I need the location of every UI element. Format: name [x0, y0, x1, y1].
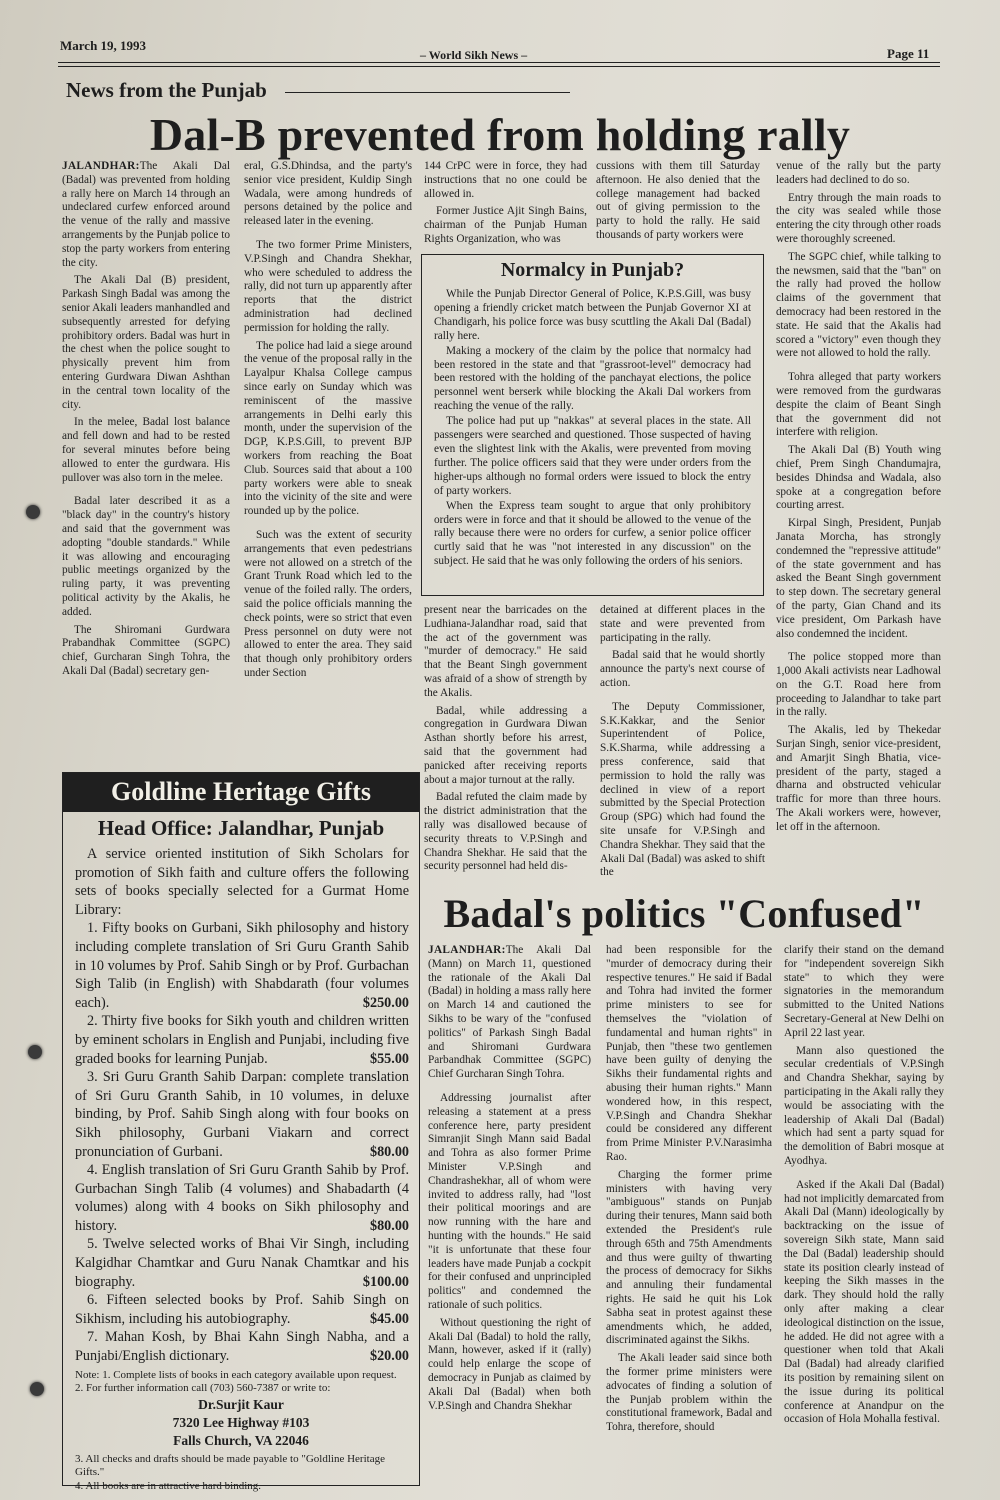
ad-item — [75, 1235, 409, 1291]
ad-item-text: 1. Fifty books on Gurbani, Sikh philosophy and history including complete translation of Sri Guru Granth Sahib in 10 volumes by Prof. Sahib Singh or by Prof. Gurbachan Sigh Talib (in English) with Shabdarath (four volumes each). — [75, 920, 409, 1011]
ad-item-price: $45.00 — [369, 1310, 409, 1327]
section-rule — [285, 92, 570, 93]
ad-item — [75, 1161, 409, 1235]
paragraph: clarify their stand on the demand for "independent sovereign Sikh state" to which they were signatories in the memorandum submitted to the United Nations Secretary-General at New Delhi on April 22 last year. — [784, 944, 944, 1039]
ad-note-2: 2. For further information call (703) 560-7387 or write to: — [75, 1382, 331, 1395]
ad-body — [63, 845, 419, 1366]
ad-note-3: 3. All checks and drafts should be made payable to "Goldline Heritage Gifts." — [75, 1452, 385, 1479]
ad-item — [75, 1012, 409, 1068]
paragraph: The Shiromani Gurdwara Prabandhak Committee (SGPC) chief, Gurcharan Singh Tohra, the Akali Dal (Badal) secretary gen- — [62, 623, 230, 677]
ad-subtitle: Head Office: Jalandhar, Punjab — [97, 816, 385, 840]
ad-item-text: 2. Thirty five books for Sikh youth and children written by eminent scholars in English and Punjabi, including five graded books for learning Punjab. — [75, 1013, 409, 1067]
story1-column-2 — [244, 160, 412, 685]
ad-item-text: 4. English translation of Sri Guru Granth Sahib by Prof. Gurbachan Singh Talib (4 volumes) and Shabadarth (4 volumes) along with 4 books on Sikh philosophy and history. — [75, 1162, 409, 1234]
ad-contact-street: 7320 Lee Highway #103 — [172, 1414, 310, 1430]
story1-column-5 — [776, 160, 941, 839]
page-number: Page 11 — [887, 46, 930, 61]
paragraph: Badal, while addressing a congregation in Gurdwara Diwan Asthan shortly before his arrest, said that the government had panicked after receiving reports about a major turnout at the rally. — [424, 704, 587, 786]
header-rule — [58, 62, 940, 63]
paragraph: eral, G.S.Dhindsa, and the party's senior vice president, Kuldip Singh Wadala, were among hundreds of persons detained by the police and released later in the evening. — [244, 160, 412, 228]
paragraph: The SGPC chief, while talking to the newsmen, said that the "ban" on the rally had proved the hollow claims of the government that democracy had been restored in the state. He said that the Akalis had scored a "victory" even though they were not allowed to hold the rally. — [776, 250, 941, 360]
paragraph: Kirpal Singh, President, Punjab Janata Morcha, has strongly condemned the "repressive attitude" of the state government and has asked the Beant Singh government to step down. The secretary general of the party, Gian Chand and its vice president, Om Parkash have also condemned the incident. — [776, 517, 941, 640]
paragraph: Making a mockery of the claim by the police that normalcy had been restored in the state and that "grassroot-level" democracy had been restored with the holding of the panchayat elections, the police personnel went berserk while blocking the Akali Dal workers from reaching the venue of the rally. — [434, 344, 751, 413]
ad-contact-name: Dr.Surjit Kaur — [198, 1396, 284, 1412]
issue-date: March 19, 1993 — [60, 38, 147, 53]
ad-item-price: $80.00 — [369, 1217, 409, 1234]
ad-item-text: 3. Sri Guru Granth Sahib Darpan: complete translation of Sri Guru Granth Sahib, in 10 volumes, in deluxe binding, by Prof. Sahib Singh along with four books on Sikh philosophy, Gurbani Viakarn and correct pronunciation of Gurbani. — [75, 1069, 409, 1160]
paragraph: Former Justice Ajit Singh Bains, chairman of the Punjab Human Rights Organization, who was — [424, 205, 587, 245]
paragraph: venue of the rally but the party leaders had declined to do so. — [776, 160, 941, 186]
ad-item — [75, 1291, 409, 1328]
sidebar-box — [421, 254, 764, 596]
paragraph: The Akali Dal (Mann) on March 11, questioned the rationale of the Akali Dal (Badal) in holding a mass rally here on March 14 and cautioned the Sikhs to be wary of the "confused politics" of Parkash Singh Badal and Shiromani Gurdwara Parbandhak Committee (SGPC) Chief Gurcharan Singh Tohra. — [428, 944, 591, 1081]
ad-note-1: Note: 1. Complete lists of books in each category available upon request. — [75, 1368, 397, 1381]
paragraph: The police stopped more than 1,000 Akali activists near Ladhowal on the G.T. Road here from proceeding to Jalandhar to take part in the rally. — [776, 651, 941, 719]
headline-2: Badal's politics "Confused" — [443, 891, 925, 936]
ad-title: Goldline Heritage Gifts — [63, 773, 419, 812]
paragraph: Badal refuted the claim made by the district administration that the rally was disallowed because of security threats to V.P.Singh and Chandra Shekhar. He said that the security personnel had held dis- — [424, 791, 587, 873]
story1-column-4-bottom — [600, 604, 765, 884]
ad-contact-city: Falls Church, VA 22046 — [173, 1432, 309, 1448]
section-label: News from the Punjab — [66, 78, 267, 102]
paragraph: Addressing journalist after releasing a statement at a press conference here, party president Simranjit Singh Mann said Badal and Tohra as also former Prime Minister V.P.Singh and Chandrashekhar, all of whom were invited to address rally, had "lost their political moorings and are now running with the hare and hunting with the hounds." He said "it is unfortunate that these four leaders have made Punjab a cockpit for their confused and unprincipled politics" and condemned the rationale of such politics. — [428, 1091, 591, 1311]
ad-item-price: $250.00 — [362, 994, 409, 1011]
ad-item-text: 7. Mahan Kosh, by Bhai Kahn Singh Nabha, and a Punjabi/English dictionary. — [75, 1329, 409, 1365]
paragraph: cussions with them till Saturday afternoon. He also denied that the college management had backed out of giving permission to the party to hold the rally. He said thousands of party workers were — [596, 160, 760, 241]
story1-column-3-bottom — [424, 604, 587, 878]
paragraph: Asked if the Akali Dal (Badal) had not implicitly demarcated from Akali Dal (Mann) ideologically by backtracking on the issue of sovereign Sikh state, Mann said the Dal (Badal) leadership should state its position clearly instead of keeping the Sikh masses in the dark. They should hold the rally only after making a clear ideological distinction on the issue, he added. He did not agree with a questioner when told that Akali Dal (Badal) had already clarified its position by remaining silent on the issue during its political conference at Anandpur on the occasion of Hola Mohalla festival. — [784, 1178, 944, 1426]
paragraph: Mann also questioned the secular credentials of V.P.Singh and Chandra Shekhar, saying by participating in the Akali rally they would be associating with the leadership of Akali Dal (Badal) which had sent a party squad for the demolition of Babri mosque at Ayodhya. — [784, 1044, 944, 1167]
paragraph: Such was the extent of security arrangements that even pedestrians were not allowed on a stretch of the Grant Trunk Road which led to the venue of the foiled rally. The orders, said the police officials manning the check points, were so strict that even Press personnel on duty were not allowed to enter the area. They said that though only prohibitory orders under Section — [244, 528, 412, 679]
dateline: JALANDHAR: — [428, 944, 506, 956]
ad-item — [75, 1068, 409, 1161]
paragraph: Without questioning the right of Akali Dal (Badal) to hold the rally, Mann, however, asked if it (rally) could help enlarge the scope of democracy in Punjab as claimed by Akali Dal (Badal) when both V.P.Singh and Chandra Shekhar — [428, 1316, 591, 1412]
sidebar-title: Normalcy in Punjab? — [500, 259, 685, 281]
headline-1: Dal-B prevented from holding rally — [149, 109, 851, 160]
ad-intro: A service oriented institution of Sikh Scholars for promotion of Sikh faith and culture offers the following sets of books specially selected for a Gurmat Home Library: — [75, 846, 409, 918]
story1-column-3-top — [424, 160, 587, 251]
paragraph: Tohra alleged that party workers were removed from the gurdwaras despite the claim of Beant Singh that the government did not interfere with religion. — [776, 371, 941, 439]
masthead: – World Sikh News – — [420, 48, 528, 62]
ad-item-text: 5. Twelve selected works of Bhai Vir Singh, including Kalgidhar Chamtkar and Guru Nanak Chamtkar and his biography. — [75, 1236, 409, 1290]
goldline-advertisement — [62, 772, 420, 1492]
paragraph: The Deputy Commissioner, S.K.Kakkar, and the Senior Superintendent of Police, S.K.Sharma, while addressing a press conference, said that permission to hold the rally was declined in view of a report submitted by the Special Protection Group (SPG) which had found the site unsafe for V.P.Singh and Chandra Shekhar. They said that the Akali Dal (Badal) was asked to shift the — [600, 700, 765, 879]
paragraph: The police had put up "nakkas" at several places in the state. All passengers were searched and questioned. Those suspected of having even the slightest link with the Akalis, were prevented from moving further. The police officers said that they were under orders from the higher-ups although no formal orders were issued to block the entry of party workers. — [434, 415, 751, 497]
paragraph: The Akalis, led by Thekedar Surjan Singh, senior vice-president, and Amarjit Singh Bhatia, vice-president of the party, staged a dharna and obstructed vehicular traffic for more than three hours. The Akali workers were, however, let off in the afternoon. — [776, 724, 941, 833]
header-rule — [58, 66, 940, 67]
ad-item-price: $20.00 — [369, 1348, 409, 1365]
ad-item-price: $80.00 — [369, 1143, 409, 1160]
ad-item-price: $55.00 — [369, 1050, 409, 1067]
ad-item — [75, 919, 409, 1012]
paragraph: had been responsible for the "murder of democracy during their respective tenures." He said if Badal and Tohra had invited the former prime ministers to see for themselves the "violation of fundamental and human rights" in Punjab, then "these two gentlemen have been guilty of denying the Sikhs their fundamental rights and abusing their human rights." Mann wondered how, in this respect, V.P.Singh and Chandra Shekhar could be considered any different from Prime Minister P.V.Narasimha Rao. — [606, 944, 772, 1163]
paragraph: Charging the former prime ministers with having very "ambiguous" stands on Punjab during their tenures, Mann said both extended the President's rule through 65th and 75th Amendments and thus were guilty of thwarting the process of democracy for Sikhs and annuling their fundamental rights. He said he quit his Lok Sabha seat in protest against these amendments which, he added, discriminated against the Sikhs. — [606, 1168, 772, 1347]
story2-column-2 — [606, 944, 772, 1439]
paragraph: detained at different places in the state and were prevented from participating in the rally. — [600, 604, 765, 644]
story2-column-1 — [428, 944, 591, 1417]
paragraph: The Akali Dal (B) Youth wing chief, Prem Singh Chandumajra, besides Dhindsa and Wadala, also spoke at a congregation before courting arrest. — [776, 444, 941, 512]
ad-note-4: 4. All books are in attractive hard binding. — [75, 1480, 262, 1492]
ad-item-text: 6. Fifteen selected books by Prof. Sahib Singh on Sikhism, including his autobiography. — [75, 1292, 409, 1327]
punch-hole — [28, 1045, 42, 1059]
paragraph: Badal said that he would shortly announce the party's next course of action. — [600, 649, 765, 689]
paragraph: The Akali Dal (B) president, Parkash Singh Badal was among the senior Akali leaders manhandled and subsequently arrested for defying prohibitory orders. Badal was hurt in the chest when the police sought to physically prevent him from entering Gurdwara Diwan Ashthan in the central town locality of the city. — [62, 274, 230, 411]
story2-column-3 — [784, 944, 944, 1431]
paragraph: The police had laid a siege around the venue of the proposal rally in the Layalpur Khalsa College campus since early on Sunday which was reminiscent of the massive arrangements in Delhi early this month, under the supervision of the DGP, K.P.S.Gill, to prevent BJP workers from reaching the Boat Club. Sources said that about a 100 party workers were able to sneak into the vicinity of the site and were rounded up by the police. — [244, 339, 412, 518]
punch-hole — [26, 505, 40, 519]
paragraph: present near the barricades on the Ludhiana-Jalandhar road, said that the act of the government was "murder of democracy." He said that the Beant Singh government was afraid of a show of strength by the Akalis. — [424, 604, 587, 699]
paragraph: 144 CrPC were in force, they had instructions that no one could be allowed in. — [424, 160, 587, 200]
paragraph: The two former Prime Ministers, V.P.Singh and Chandra Shekhar, who were scheduled to address the rally, did not turn up apparently after reports that the district administration had declined permission for holding the rally. — [244, 238, 412, 334]
paragraph: The Akali Dal (Badal) was prevented from holding a rally here on March 14 through an undeclared curfew enforced around the venue of the rally and massive arrangements by the Punjab police to stop the party workers from entering the city. — [62, 160, 230, 269]
paragraph: Entry through the main roads to the city was sealed while those entering the city through other roads were thoroughly screened. — [776, 191, 941, 245]
paragraph: In the melee, Badal lost balance and fell down and had to be rested for several minutes before being allowed to enter the gurdwara. His pullover was also torn in the melee. — [62, 416, 230, 484]
ad-item — [75, 1328, 409, 1365]
paragraph: While the Punjab Director General of Police, K.P.S.Gill, was busy opening a friendly cricket match between the Punjab Governor XI at Chandigarh, his police force was busy scuttling the Akali Dal (Badal) rally here. — [434, 288, 751, 342]
story1-column-1 — [62, 160, 230, 683]
ad-item-price: $100.00 — [362, 1273, 409, 1290]
paragraph: When the Express team sought to argue that only prohibitory orders were in force and that it should be allowed to the venue of the rally because there were no orders for curfew, a senior police officer curtly said that he was "not interested in any discussion" on the subject. He said that he was only following the orders of his seniors. — [434, 499, 751, 568]
paragraph: Badal later described it as a "black day" in the country's history and said that the government was adopting "double standards." While it was allowing and encouraging public meetings organized by the ruling party, it was preventing political activity by the Akalis, he added. — [62, 495, 230, 618]
sidebar-body — [422, 288, 763, 569]
dateline: JALANDHAR: — [62, 160, 140, 172]
punch-hole — [30, 1382, 44, 1396]
story1-column-4-top — [596, 160, 760, 247]
paragraph: The Akali leader said since both the former prime ministers were advocates of finding a solution of the Punjab problem within the constitutional framework, Badal and Tohra, therefore, should — [606, 1352, 772, 1434]
